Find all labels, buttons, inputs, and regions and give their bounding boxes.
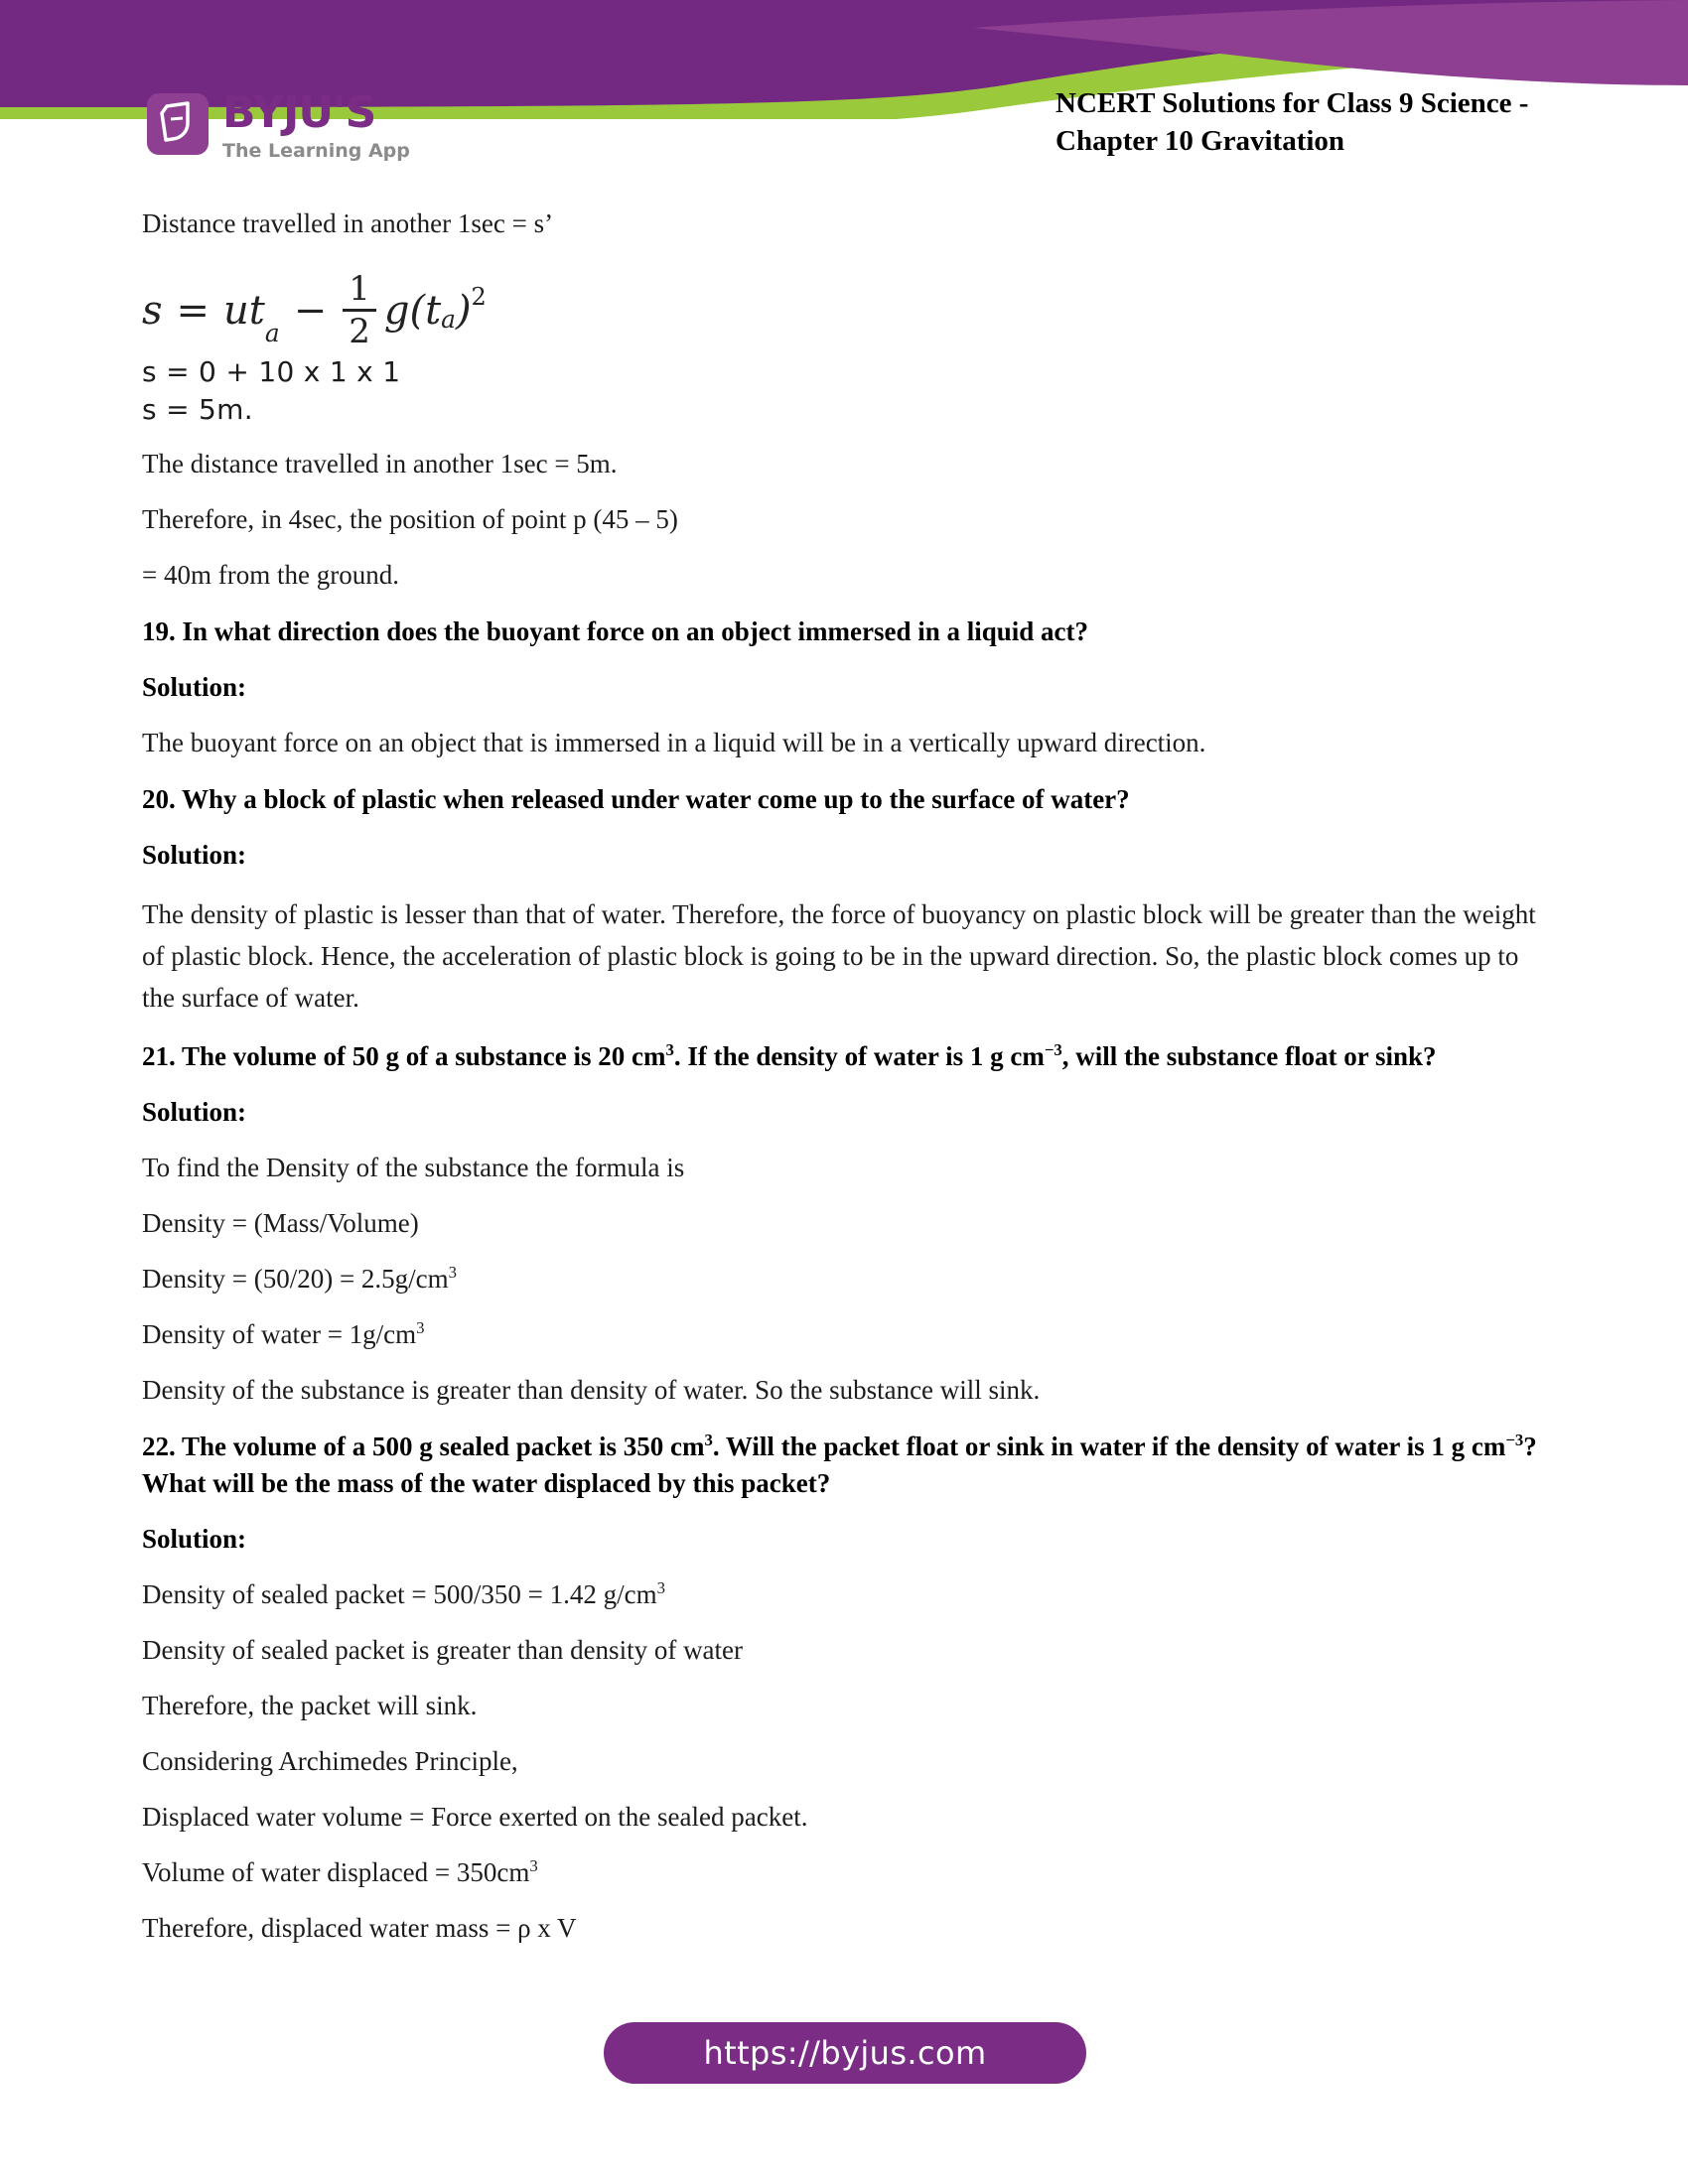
after-formula-line-2: Therefore, in 4sec, the position of point p (45 – 5) bbox=[142, 504, 678, 534]
question-21-sup-2: −3 bbox=[1044, 1040, 1062, 1059]
byjus-logo bbox=[147, 87, 410, 162]
question-21-line-4: Density of water = $1g/cm^3$ bbox=[142, 1318, 425, 1349]
kinematics-formula: s = $ut_a$ − $\frac{1}{2}$ g ( t a ) 2 bbox=[142, 269, 487, 351]
question-19-heading: 19. In what direction does the buoyant force on an object immersed in a liquid act? bbox=[142, 616, 1089, 646]
question-21-line-2: Density = (Mass/Volume) bbox=[142, 1208, 419, 1238]
question-21-line-4-sup: 3 bbox=[416, 1318, 425, 1337]
footer-url-text: https://byjus.com bbox=[703, 2034, 987, 2072]
question-22-sup-1: 3 bbox=[704, 1431, 713, 1449]
logo-brand-text: BYJU'S bbox=[222, 87, 376, 138]
calc-line-1: s = 0 + 10 x 1 x 1 bbox=[142, 355, 401, 388]
question-22-line-7: Therefore, displaced water mass = ρ x V bbox=[142, 1913, 577, 1943]
question-22-line-6: Volume of water displaced = $350cm^3$ bbox=[142, 1856, 538, 1887]
formula-lhs: s bbox=[142, 287, 163, 334]
question-22-solution-label: Solution: bbox=[142, 1524, 247, 1554]
page-title bbox=[1055, 84, 1651, 160]
question-19-answer: The buoyant force on an object that is immersed in a liquid will be in a vertically upward direction. bbox=[142, 728, 1206, 757]
question-22-line-5: Displaced water volume = Force exerted on the sealed packet. bbox=[142, 1802, 808, 1832]
logo-tagline-text: The Learning App bbox=[222, 140, 410, 162]
byjus-logo-mark-icon bbox=[147, 93, 209, 155]
question-22-heading: 22. The volume of a 500 g sealed packet is 350 $cm^3$. Will the packet float or sink in water if the density of water is 1 g $cm^{-3}$? What will be the mass of the water displaced by this packet? bbox=[142, 1431, 1537, 1498]
question-21-solution-label: Solution: bbox=[142, 1097, 247, 1127]
after-formula-line-1: The distance travelled in another 1sec = 5m. bbox=[142, 449, 618, 478]
after-formula-line-3: = 40m from the ground. bbox=[142, 560, 399, 590]
formula-term1: $ut_a$ bbox=[223, 287, 280, 347]
question-21-line-5: Density of the substance is greater than density of water. So the substance will sink. bbox=[142, 1375, 1041, 1405]
formula-equals: = bbox=[176, 287, 211, 334]
footer-url-button[interactable] bbox=[604, 2022, 1086, 2084]
question-22-line-6-sup: 3 bbox=[529, 1856, 538, 1875]
formula-minus: − bbox=[293, 287, 328, 334]
formula-frac-numerator: 1 bbox=[349, 269, 370, 309]
formula-fraction bbox=[343, 269, 376, 351]
question-21-line-1: To find the Density of the substance the formula is bbox=[142, 1153, 685, 1182]
page-title-line1: NCERT Solutions for Class 9 Science - bbox=[1055, 87, 1529, 119]
question-20-heading: 20. Why a block of plastic when released under water come up to the surface of water? bbox=[142, 784, 1130, 814]
question-22-line-1: Density of sealed packet = 500/350 = 1.42 $g/cm^3$ bbox=[142, 1578, 665, 1609]
question-22-line-1-sup: 3 bbox=[656, 1578, 665, 1597]
question-22-line-4: Considering Archimedes Principle, bbox=[142, 1746, 518, 1776]
question-22-line-3: Therefore, the packet will sink. bbox=[142, 1691, 478, 1720]
formula-t: t bbox=[425, 287, 442, 334]
formula-frac-denominator: 2 bbox=[349, 312, 370, 351]
question-21-line-3-sup: 3 bbox=[448, 1263, 458, 1282]
question-22-line-2: Density of sealed packet is greater than density of water bbox=[142, 1635, 744, 1665]
question-20-solution-label: Solution: bbox=[142, 840, 247, 870]
page-title-line2: Chapter 10 Gravitation bbox=[1055, 125, 1345, 157]
question-21-sup-1: 3 bbox=[665, 1040, 674, 1059]
formula-paren-open: ( bbox=[409, 287, 426, 334]
formula-paren-close: ) bbox=[455, 287, 472, 334]
calc-line-2: s = 5m. bbox=[142, 393, 253, 426]
intro-line: Distance travelled in another 1sec = s’ bbox=[142, 208, 554, 238]
question-22-sup-2: −3 bbox=[1505, 1431, 1524, 1449]
formula-g: g bbox=[383, 287, 410, 334]
question-19-solution-label: Solution: bbox=[142, 672, 247, 702]
question-20-answer: The density of plastic is lesser than that of water. Therefore, the force of buoyancy on plastic block will be greater than the weight of plastic block. Hence, the acceleration of plastic block is going to be in the upward direction. So, the plastic block comes up to the surface of water. bbox=[142, 899, 1536, 1013]
document-content bbox=[142, 206, 1547, 1967]
question-21-line-3: Density = $(50/20) = 2.5g/cm^3$ bbox=[142, 1263, 458, 1294]
question-21-heading: 21. The volume of 50 g of a substance is 20 $cm^3$. If the density of water is 1 g $cm^{-3}$, will the substance float or sink? bbox=[142, 1040, 1437, 1071]
